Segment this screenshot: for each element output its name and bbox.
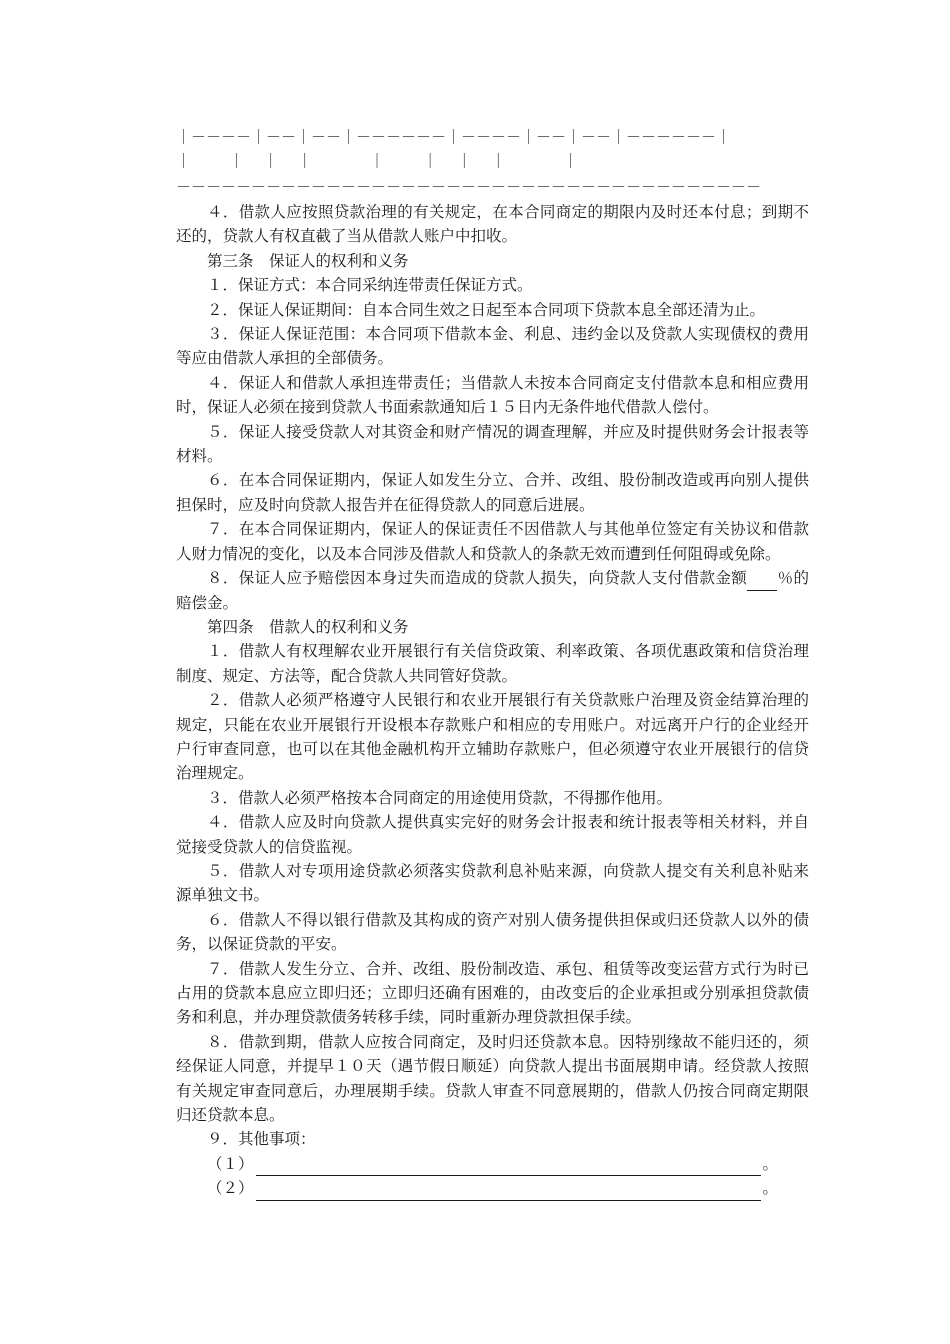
clause-paragraph <box>176 566 809 615</box>
fill-in-blank[interactable] <box>256 1159 761 1176</box>
clause-paragraph: ５．保证人接受贷款人对其资金和财产情况的调查理解，并应及时提供财务会计报表等材料。 <box>176 422 809 466</box>
contract-body <box>176 200 809 1201</box>
clause-text: ８．保证人应予赔偿因本身过失而造成的贷款人损失，向贷款人支付借款金额 <box>207 569 748 588</box>
table-border-row: ｜ ｜ ｜ ｜ ｜ ｜ ｜ ｜ ｜ <box>176 152 579 170</box>
percentage-blank[interactable] <box>747 574 777 591</box>
clause-paragraph: ４．借款人应按照贷款治理的有关规定，在本合同商定的期限内及时还本付息；到期不还的，贷款人有权直截了当从借款人账户中扣收。 <box>176 203 809 246</box>
clause-paragraph: １．借款人有权理解农业开展银行有关信贷政策、利率政策、各项优惠政策和信贷治理制度、规定、方法等，配合贷款人共同管好贷款。 <box>176 642 809 685</box>
other-item-line <box>176 1176 809 1200</box>
clause-paragraph: ６．借款人不得以银行借款及其构成的资产对别人债务提供担保或归还贷款人以外的债务，以保证贷款的平安。 <box>176 910 809 954</box>
table-border-row: ｜－－－－｜－－｜－－｜－－－－－－｜－－－－｜－－｜－－｜－－－－－－｜ <box>176 128 732 146</box>
clause-paragraph: ４．借款人应及时向贷款人提供真实完好的财务会计报表和统计报表等相关材料，并自觉接受贷款人的信贷监视。 <box>176 813 809 856</box>
other-item-line <box>176 1152 809 1176</box>
table-bottom-rule: －－－－－－－－－－－－－－－－－－－－－－－－－－－－－－－－－－－－－－－ <box>176 178 762 196</box>
clause-paragraph: ３．借款人必须严格按本合同商定的用途使用贷款，不得挪作他用。 <box>207 788 673 807</box>
clause-paragraph: ４．保证人和借款人承担连带责任；当借款人未按本合同商定支付借款本息和相应费用时，保证人必须在接到贷款人书面索款通知后１５日内无条件地代借款人偿付。 <box>176 373 809 417</box>
clause-paragraph: ９．其他事项： <box>207 1130 316 1149</box>
clause-paragraph: ３．保证人保证范围：本合同项下借款本金、利息、违约金以及贷款人实现债权的费用等应由借款人承担的全部债务。 <box>176 325 809 368</box>
clause-paragraph: ２．借款人必须严格遵守人民银行和农业开展银行有关贷款账户治理及资金结算治理的规定，只能在农业开展银行开设根本存款账户和相应的专用账户。对远离开户行的企业经开户行审查同意，也可以在其他金融机构开立辅助存款账户，但必须遵守农业开展银行的信贷治理规定。 <box>176 691 809 783</box>
line-end: 。 <box>762 1154 779 1173</box>
clause-paragraph: １．保证方式：本合同采纳连带责任保证方式。 <box>207 276 533 295</box>
clause-paragraph: ８．借款到期，借款人应按合同商定，及时归还贷款本息。因特别缘故不能归还的，须经保证人同意，并提早１０天（遇节假日顺延）向贷款人提出书面展期申请。经贷款人按照有关规定审查同意后，办理展期手续。贷款人审查不同意展期的，借款人仍按合同商定期限归还贷款本息。 <box>176 1032 809 1125</box>
article-3-heading: 第三条 保证人的权利和义务 <box>207 251 409 270</box>
line-end: 。 <box>762 1179 779 1198</box>
clause-paragraph: ５．借款人对专项用途贷款必须落实贷款利息补贴来源，向贷款人提交有关利息补贴来源单独文书。 <box>176 861 809 905</box>
article-4-heading: 第四条 借款人的权利和义务 <box>207 617 409 636</box>
clause-paragraph: ７．借款人发生分立、合并、改组、股份制改造、承包、租赁等改变运营方式行为时已占用的贷款本息应立即归还；立即归还确有困难的，由改变后的企业承担或分别承担贷款债务和利息，并办理贷款债务转移手续，同时重新办理贷款担保手续。 <box>176 959 809 1027</box>
clause-text: ％的赔偿金。 <box>176 569 809 612</box>
clause-paragraph: ７．在本合同保证期内，保证人的保证责任不因借款人与其他单位签定有关协议和借款人财力情况的变化，以及本合同涉及借款人和贷款人的条款无效而遭到任何阻碍或免除。 <box>176 520 809 563</box>
clause-paragraph: ２．保证人保证期间：自本合同生效之日起至本合同项下贷款本息全部还清为止。 <box>207 300 766 319</box>
fill-in-blank[interactable] <box>256 1184 761 1201</box>
clause-paragraph: ６．在本合同保证期内，保证人如发生分立、合并、改组、股份制改造或再向别人提供担保时，应及时向贷款人报告并在征得贷款人的同意后进展。 <box>176 471 809 514</box>
other-item-label: （２） <box>207 1179 254 1198</box>
other-item-label: （１） <box>207 1154 254 1173</box>
